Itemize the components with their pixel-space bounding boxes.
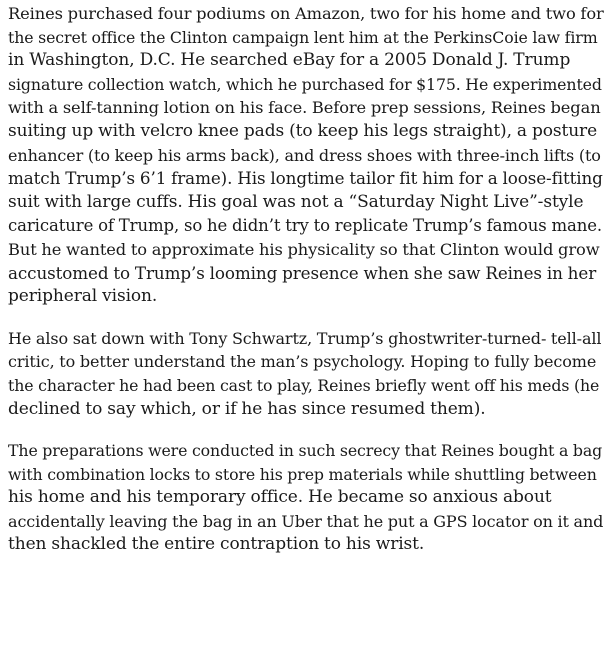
paragraph-line: accustomed to Trump’s looming presence when she saw Reines in her — [8, 262, 597, 283]
paragraph-line: Reines purchased four podiums on Amazon, two for his home and two for — [8, 4, 604, 23]
paragraph-line: the secret office the Clinton campaign lent him at the PerkinsCoie law firm — [8, 27, 598, 47]
paragraph-line: with combination locks to store his prep materials while shuttling between — [8, 464, 597, 484]
paragraph-line: declined to say which, or if he has since resumed them). — [8, 398, 486, 419]
paragraph-line: match Trump’s 6’1 frame). His longtime tailor fit him for a loose-fitting — [8, 168, 603, 189]
paragraph-schwartz — [8, 327, 604, 421]
paragraph-line: He also sat down with Tony Schwartz, Trump’s ghostwriter-turned- tell-all — [8, 328, 602, 348]
paragraph-secrecy — [8, 439, 604, 557]
paragraph-line: suit with large cuffs. His goal was not a “Saturday Night Live”-style — [8, 191, 584, 212]
paragraph-line: peripheral vision. — [8, 286, 158, 307]
paragraph-line: The preparations were conducted in such secrecy that Reines bought a bag — [8, 441, 603, 461]
paragraph-line: then shackled the entire contraption to his wrist. — [8, 534, 425, 555]
paragraph-line: But he wanted to approximate his physicality so that Clinton would grow — [8, 239, 600, 259]
paragraph-line: caricature of Trump, so he didn’t try to replicate Trump’s famous mane. — [8, 216, 603, 236]
paragraph-line: his home and his temporary office. He became so anxious about — [8, 487, 552, 508]
paragraph-line: accidentally leaving the bag in an Uber that he put a GPS locator on it and — [8, 511, 604, 531]
paragraph-line: enhancer (to keep his arms back), and dress shoes with three-inch lifts (to — [8, 145, 601, 165]
paragraph-line: in Washington, D.C. He searched eBay for a 2005 Donald J. Trump — [8, 50, 571, 71]
paragraph-line: the character he had been cast to play, Reines briefly went off his meds (he — [8, 375, 600, 395]
paragraph-line: with a self-tanning lotion on his face. Before prep sessions, Reines began — [8, 98, 601, 118]
paragraph-line: suiting up with velcro knee pads (to keep his legs straight), a posture — [8, 120, 598, 141]
paragraph-preparations — [8, 2, 604, 309]
paragraph-line: signature collection watch, which he purchased for $175. He experimented — [8, 74, 602, 94]
paragraph-line: critic, to better understand the man’s psychology. Hoping to fully become — [8, 352, 597, 372]
